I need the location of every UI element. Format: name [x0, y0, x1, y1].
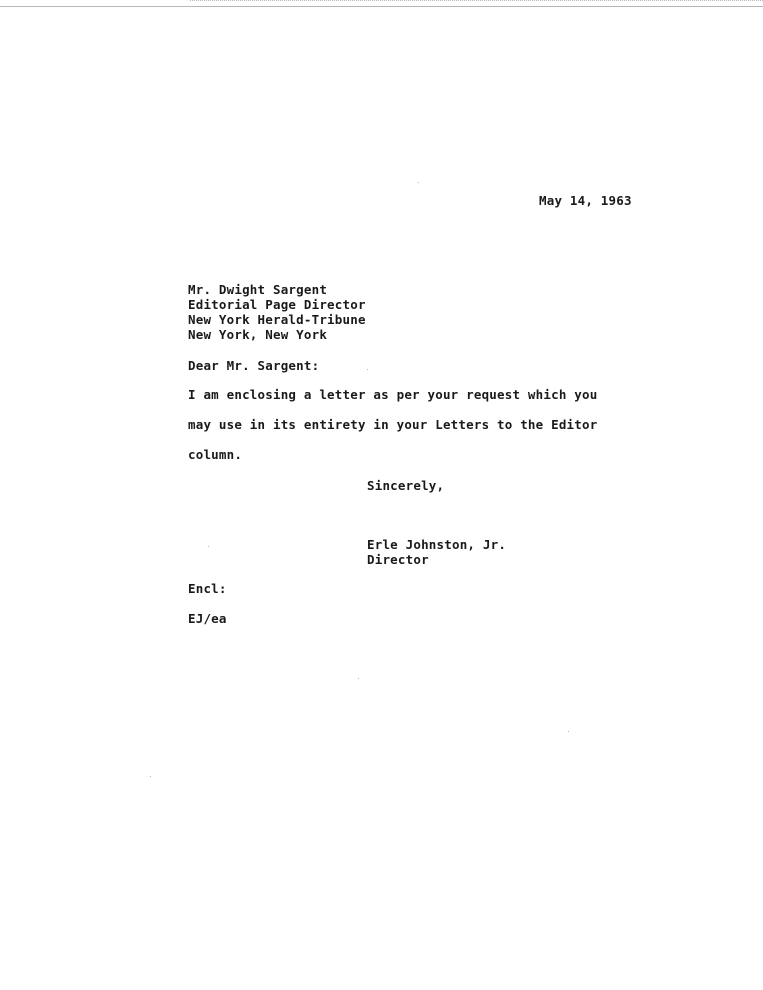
- scan-speck: [208, 546, 209, 547]
- recipient-title: Editorial Page Director: [188, 297, 366, 312]
- body-line: column.: [188, 447, 243, 462]
- page-top-edge: [0, 6, 763, 7]
- reference-initials: EJ/ea: [188, 611, 227, 626]
- scan-speck: [367, 369, 368, 370]
- scan-speck: [150, 776, 151, 777]
- body-line: may use in its entirety in your Letters to the Editor: [188, 417, 598, 432]
- complimentary-close: Sincerely,: [367, 478, 445, 493]
- recipient-organization: New York Herald-Tribune: [188, 312, 366, 327]
- signer-title: Director: [367, 552, 429, 567]
- recipient-name: Mr. Dwight Sargent: [188, 282, 328, 297]
- recipient-city: New York, New York: [188, 327, 328, 342]
- scan-speck: [358, 678, 359, 679]
- body-line: I am enclosing a letter as per your request which you: [188, 387, 598, 402]
- scan-speck: [568, 731, 569, 732]
- signer-name: Erle Johnston, Jr.: [367, 537, 507, 552]
- page-top-edge-dots: [190, 0, 763, 1]
- scan-speck: [418, 182, 419, 183]
- salutation: Dear Mr. Sargent:: [188, 358, 320, 373]
- enclosure-notation: Encl:: [188, 581, 227, 596]
- letter-date: May 14, 1963: [539, 193, 632, 208]
